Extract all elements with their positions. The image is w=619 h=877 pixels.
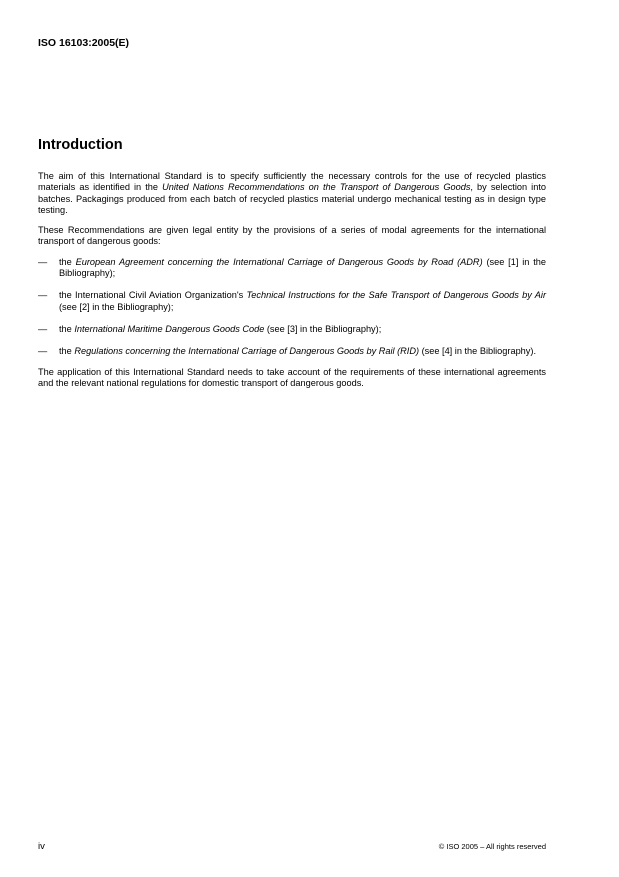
page-number: iv [38,841,45,852]
agreements-list [38,257,546,358]
list-item: — the International Maritime Dangerous Goods Code (see [3] in the Bibliography); [38,323,382,334]
section-title: Introduction [38,137,123,153]
p1-text-italic: United Nations Recommendations on the Transport of Dangerous Goods [162,182,471,193]
intro-paragraph-2: These Recommendations are given legal entity by the provisions of a series of modal agreements for the international transport of dangerous goods: [38,225,546,247]
p1-text-a: The aim of this International Standard is to specify sufficiently the necessary controls for the use of recycled plastics materials as identified in the [38,171,546,193]
document-id-header: ISO 16103:2005(E) [38,37,130,49]
dash-marker: — [38,256,48,267]
dash-marker: — [38,290,48,301]
list-item: — the Regulations concerning the International Carriage of Dangerous Goods by Rail (RID) (see [4] in the Bibliography). [38,346,536,357]
dash-marker: — [38,323,48,334]
list-item: — the European Agreement concerning the International Carriage of Dangerous Goods by Road (ADR) (see [1] in the Bibliography); [38,256,546,279]
dash-marker: — [38,346,48,357]
intro-paragraph-3: The application of this International Standard needs to take account of the requirements of these international agreements and the relevant national regulations for domestic transport of dangerous goods. [38,366,546,388]
intro-body [38,171,546,398]
intro-paragraph-1 [38,171,546,216]
list-item: — the International Civil Aviation Organization's Technical Instructions for the Safe Transport of Dangerous Goods by Air (see [2] in the Bibliography); [38,290,546,312]
p1-text-c: , by selection into batches. Packagings produced from each batch of recycled plastics material undergo mechanical testing as in design type testing. [38,182,546,215]
copyright-notice: © ISO 2005 – All rights reserved [438,842,546,851]
